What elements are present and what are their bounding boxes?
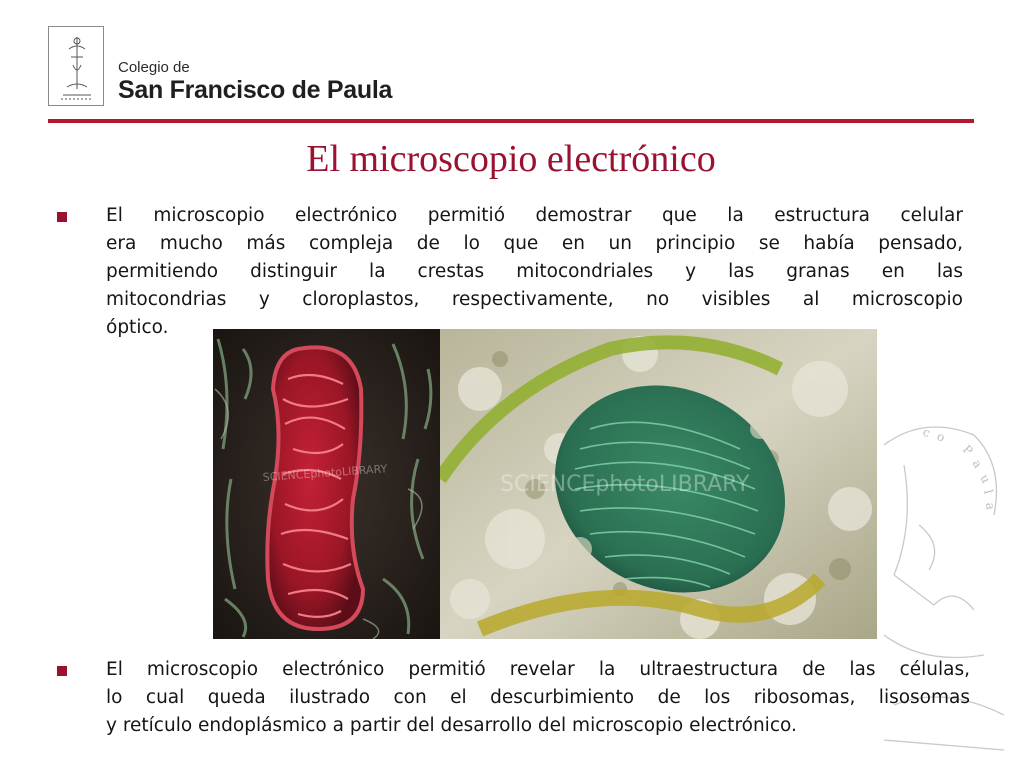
school-crest-icon [48,26,104,106]
bullet-line: El microscopio electrónico permitió demostrar que la estructura celular [106,205,963,226]
slide-title: El microscopio electrónico [306,138,716,180]
svg-text:o: o [934,429,948,445]
brand-line1: Colegio de [118,59,190,76]
brand-line2: San Francisco de Paula [118,76,393,104]
svg-text:c: c [920,424,933,441]
mitochondrion-watermark: SCIENCEphotoLIBRARY [262,462,388,484]
bullet-line: y retículo endoplásmico a partir del desarrollo del microscopio electrónico. [106,715,797,736]
bullet-line: El microscopio electrónico permitió revelar la ultraestructura de las células, [106,659,970,680]
bullet-text [106,656,970,740]
svg-text:a: a [969,456,986,471]
svg-text:l: l [981,488,996,496]
chloroplast-micrograph [440,329,877,639]
svg-text:u: u [977,472,994,486]
header-divider [48,119,974,123]
bullet-line: óptico. [106,317,169,338]
bullet-line: mitocondrias y cloroplastos, respectivamente, no visibles al microscopio [106,289,963,310]
svg-text:a: a [983,502,998,511]
bullet-line: lo cual queda ilustrado con el descurbimiento de los ribosomas, lisosomas [106,687,970,708]
bullet-line: era mucho más compleja de lo que en un principio se había pensado, [106,233,963,254]
bullet-square-icon [57,666,67,676]
mitochondrion-micrograph [213,329,440,639]
chloroplast-watermark: SCIENCEphotoLIBRARY [500,472,750,497]
bullet-line: permitiendo distinguir la crestas mitocondriales y las granas en las [106,261,963,282]
bullet-square-icon [57,212,67,222]
bullet-text [106,202,963,342]
svg-text:P: P [959,442,976,458]
